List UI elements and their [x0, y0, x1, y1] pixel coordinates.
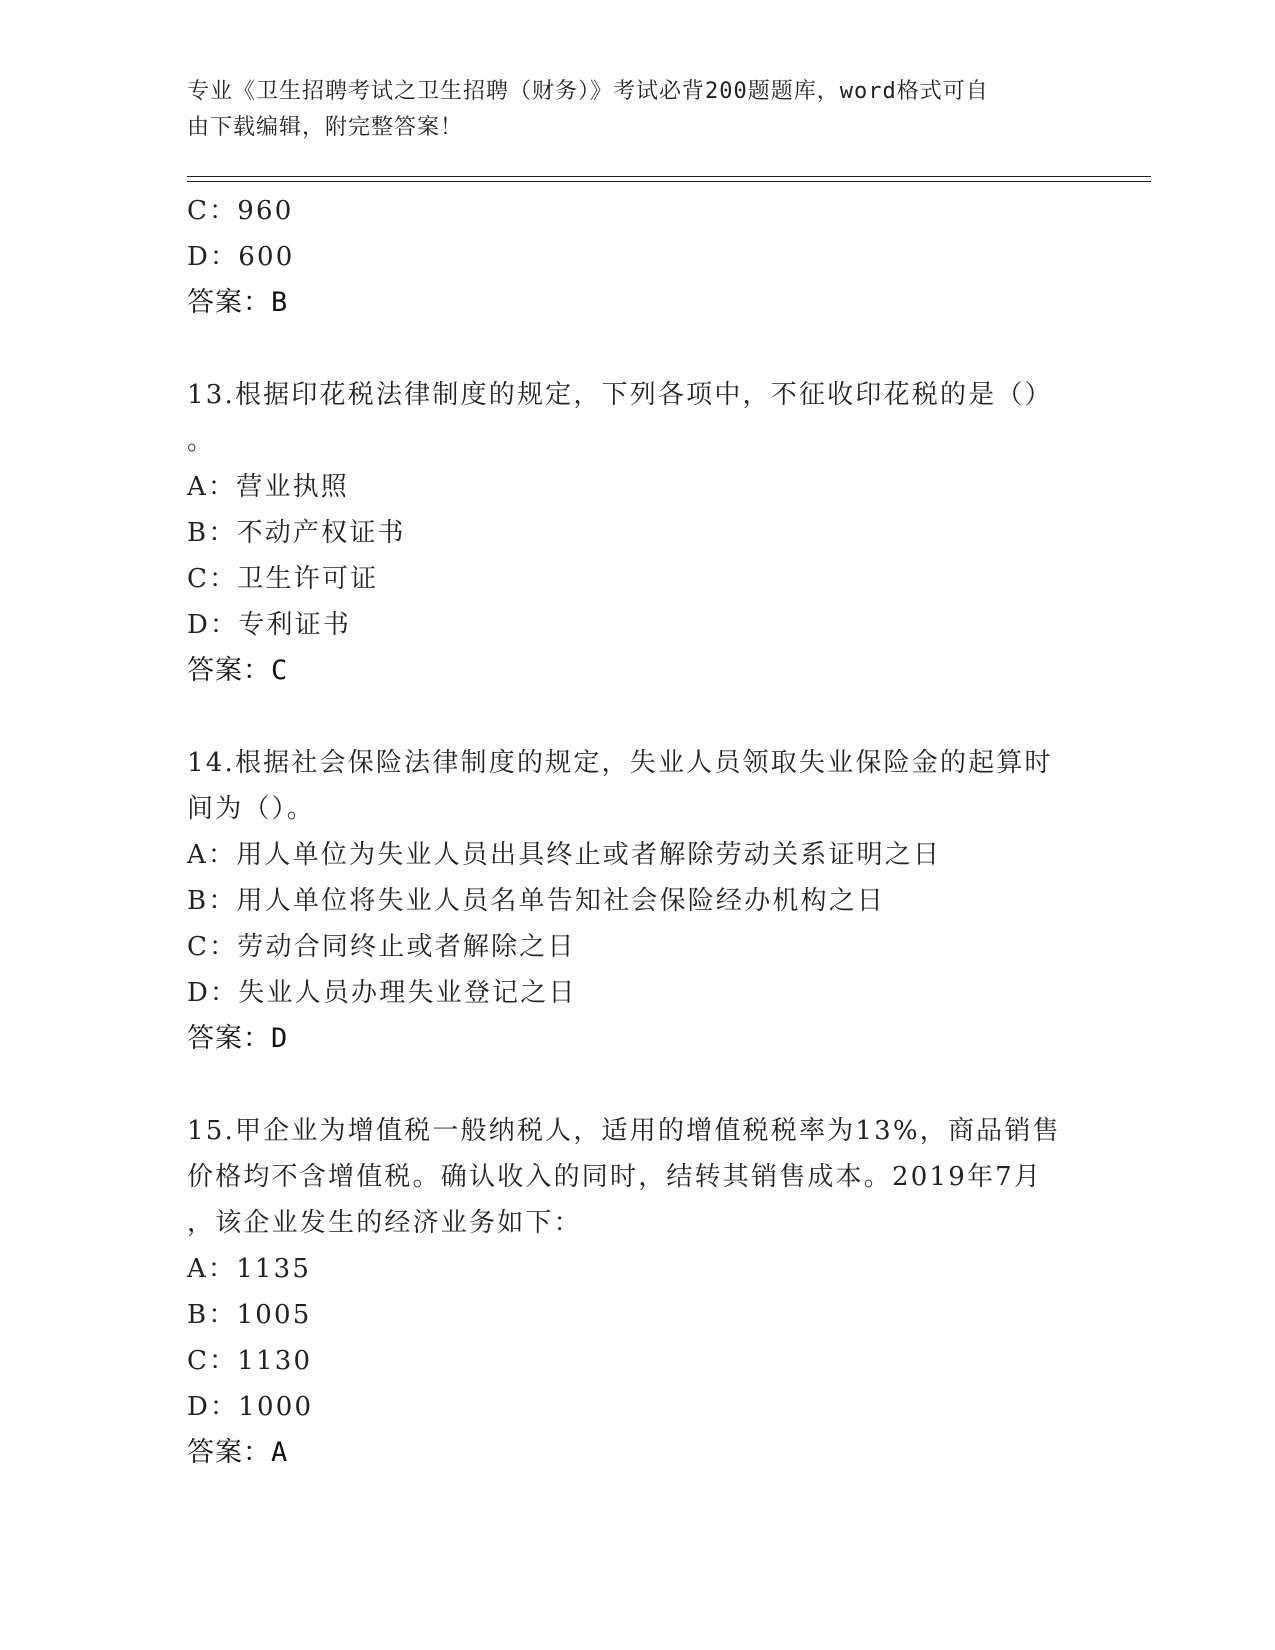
option-letter: D [187, 978, 211, 1008]
question-block-14 [187, 740, 1087, 1062]
question-block-13 [187, 372, 1087, 694]
option-letter: B [187, 886, 209, 916]
answer-line: 答案：D [187, 1023, 289, 1054]
option-text: 960 [237, 196, 294, 226]
question-block-15 [187, 1108, 1087, 1476]
option-text: 营业执照 [236, 472, 349, 502]
option-letter: D [187, 610, 211, 640]
option-text: 专利证书 [238, 610, 352, 640]
question-text-line: 13.根据印花税法律制度的规定，下列各项中，不征收印花税的是（） [187, 380, 1053, 410]
option-letter: C [187, 196, 210, 226]
option-item: D：1000 [187, 1392, 314, 1422]
option-text: 不动产权证书 [236, 518, 406, 548]
option-item: D：专利证书 [187, 610, 352, 640]
option-item: D：600 [187, 242, 295, 272]
option-text: 1005 [236, 1300, 312, 1330]
option-letter: A [187, 472, 208, 502]
header-line-2: 由下载编辑，附完整答案！ [187, 115, 464, 140]
option-letter: A [187, 840, 208, 870]
option-text: 用人单位将失业人员名单告知社会保险经办机构之日 [236, 886, 886, 916]
option-letter: B [187, 1300, 209, 1330]
option-item: A：1135 [187, 1254, 312, 1284]
spacer [187, 1062, 1087, 1108]
option-text: 1000 [238, 1392, 314, 1422]
option-letter: D [187, 1392, 211, 1422]
option-letter: B [187, 518, 209, 548]
option-item: A：营业执照 [187, 472, 349, 502]
option-item: C：960 [187, 196, 294, 226]
option-text: 1135 [236, 1254, 312, 1284]
option-letter: D [187, 242, 211, 272]
document-header [187, 74, 1067, 146]
header-line-1: 专业《卫生招聘考试之卫生招聘（财务）》考试必背200题题库，word格式可自 [187, 79, 989, 104]
option-letter: C [187, 932, 210, 962]
question-text-line: 14.根据社会保险法律制度的规定，失业人员领取失业保险金的起算时 [187, 748, 1053, 778]
option-item: B：用人单位将失业人员名单告知社会保险经办机构之日 [187, 886, 886, 916]
question-text-line: 间为（）。 [187, 794, 316, 824]
spacer [187, 694, 1087, 740]
question-text-line: 。 [187, 426, 216, 456]
option-item: D：失业人员办理失业登记之日 [187, 978, 577, 1008]
header-divider-top [187, 176, 1151, 177]
option-item: B：不动产权证书 [187, 518, 406, 548]
option-text: 卫生许可证 [237, 564, 379, 594]
question-list [187, 188, 1087, 1476]
question-text-line: 15.甲企业为增值税一般纳税人，适用的增值税税率为13%，商品销售 [187, 1116, 1061, 1146]
option-item: C：劳动合同终止或者解除之日 [187, 932, 576, 962]
option-text: 劳动合同终止或者解除之日 [237, 932, 576, 962]
option-text: 1130 [237, 1346, 313, 1376]
answer-line: 答案：B [187, 287, 289, 318]
option-letter: C [187, 1346, 210, 1376]
answer-line: 答案：A [187, 1437, 289, 1468]
option-item: A：用人单位为失业人员出具终止或者解除劳动关系证明之日 [187, 840, 942, 870]
option-text: 失业人员办理失业登记之日 [238, 978, 577, 1008]
header-divider-bottom [187, 181, 1151, 182]
option-text: 用人单位为失业人员出具终止或者解除劳动关系证明之日 [236, 840, 942, 870]
question-text-line: 价格均不含增值税。确认收入的同时，结转其销售成本。2019年7月 [187, 1162, 1043, 1192]
option-item: C：卫生许可证 [187, 564, 379, 594]
option-item: B：1005 [187, 1300, 312, 1330]
spacer [187, 326, 1087, 372]
option-letter: A [187, 1254, 208, 1284]
answer-line: 答案：C [187, 655, 289, 686]
question-text-line: ，该企业发生的经济业务如下： [187, 1208, 582, 1238]
option-text: 600 [238, 242, 295, 272]
option-item: C：1130 [187, 1346, 313, 1376]
option-letter: C [187, 564, 210, 594]
